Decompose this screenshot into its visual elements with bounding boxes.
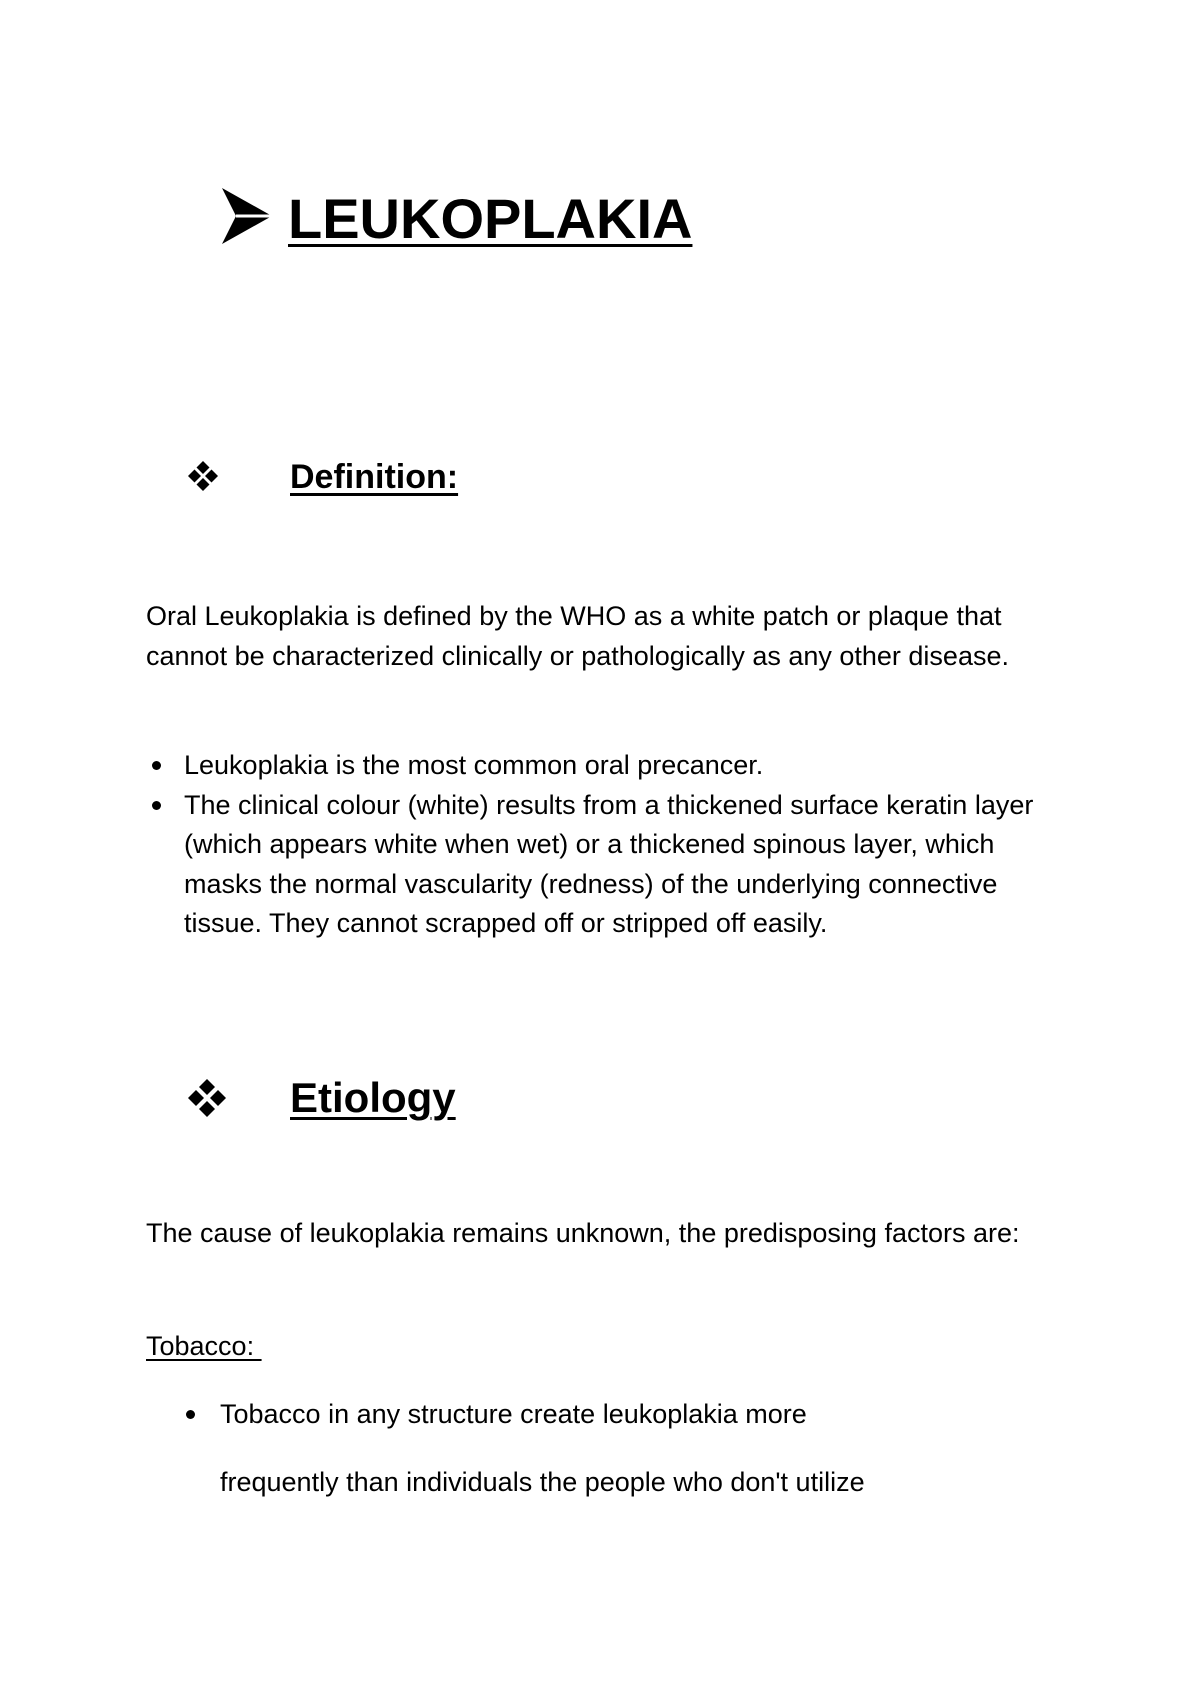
section-heading-text: Etiology [290, 1074, 456, 1121]
section-heading-etiology [187, 1072, 587, 1132]
list-item [146, 786, 1076, 944]
section-heading-definition [187, 456, 587, 506]
four-diamond-icon [187, 460, 219, 492]
document-title-text: LEUKOPLAKIA [288, 187, 693, 250]
four-diamond-icon [187, 1078, 227, 1118]
list-item-text: Leukoplakia is the most common oral precancer. [184, 750, 764, 780]
definition-bullet-list [146, 746, 1076, 944]
document-title [220, 186, 692, 251]
etiology-paragraph: The cause of leukoplakia remains unknown, the predisposing factors are: [146, 1218, 1020, 1248]
tobacco-subheading: Tobacco: [146, 1331, 262, 1361]
list-item-text: The clinical colour (white) results from a thickened surface keratin layer (which appears white when wet) or a thickened spinous layer, which masks the normal vascularity (redness) of the underlying connective tissue. They cannot scrapped off or stripped off easily. [184, 789, 1034, 938]
tobacco-bullet-line-2: frequently than individuals the people who don't utilize [220, 1467, 865, 1497]
list-item [146, 746, 1076, 786]
bullet-icon [152, 761, 161, 770]
section-heading-text: Definition: [290, 458, 459, 496]
arrowhead-icon [220, 186, 274, 246]
bullet-icon [186, 1410, 195, 1419]
definition-paragraph: Oral Leukoplakia is defined by the WHO as a white patch or plaque that cannot be characterized clinically or pathologically as any other disease. [146, 601, 1009, 671]
bullet-icon [152, 801, 161, 810]
tobacco-bullet-line-1: Tobacco in any structure create leukoplakia more [220, 1399, 807, 1429]
